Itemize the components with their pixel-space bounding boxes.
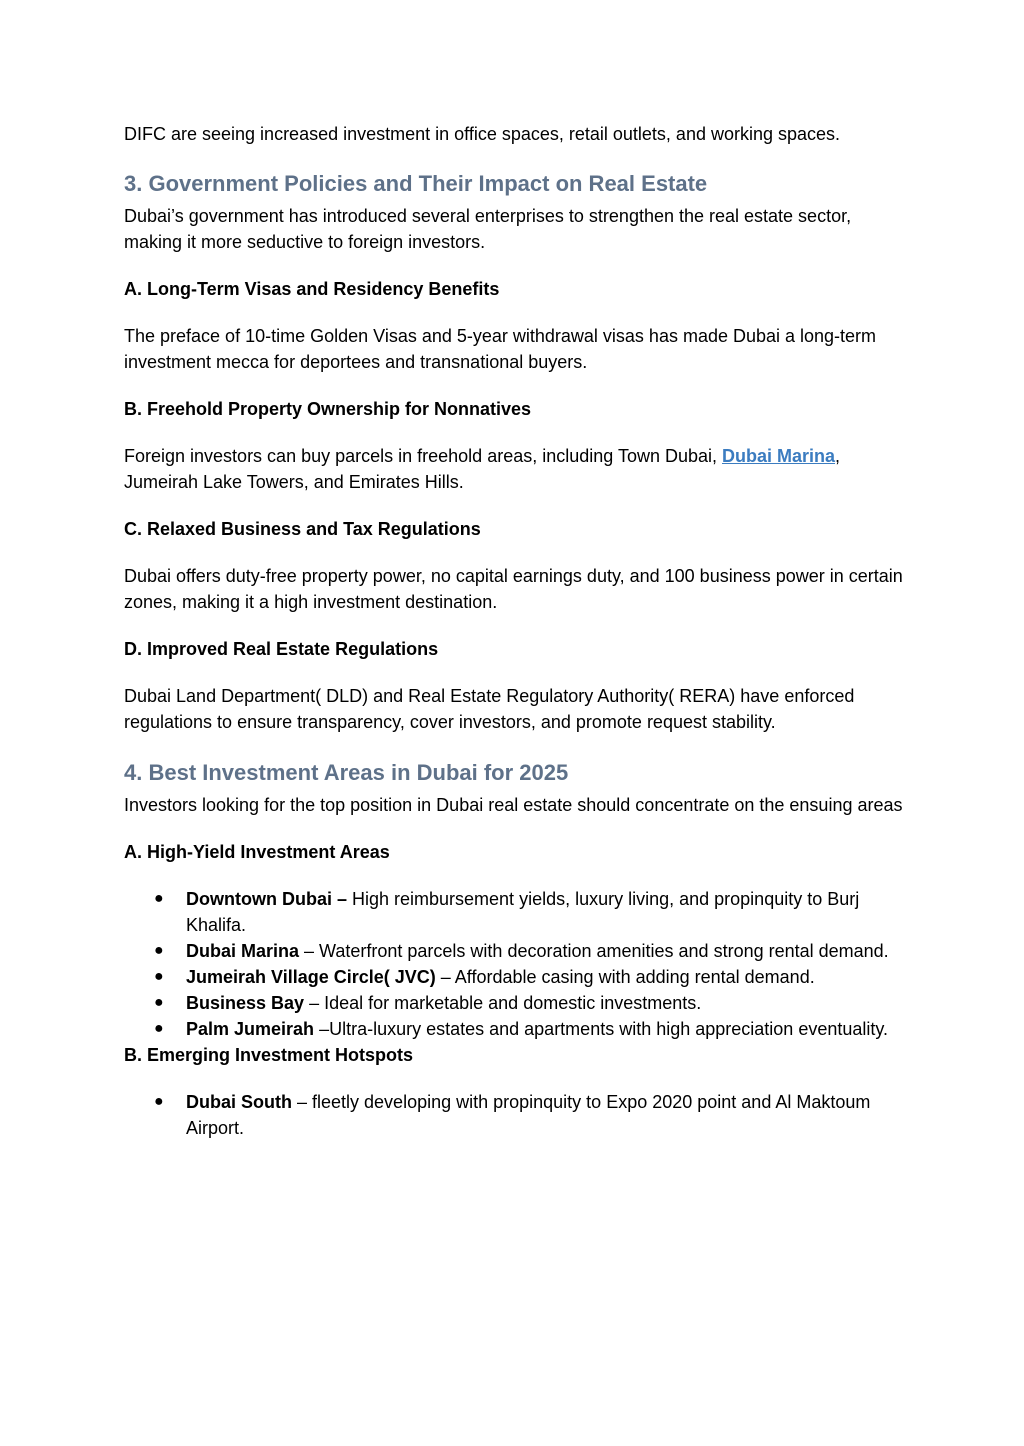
section-3b-text-after: , Jumeirah Lake Towers, and Emirates Hills.: [124, 446, 841, 492]
emerging-hotspots-list: [124, 1089, 904, 1141]
list-item-term: Business Bay: [186, 993, 305, 1013]
section-4-lead: Investors looking for the top position in Dubai real estate should concentrate on the ensuing areas: [124, 795, 903, 815]
dubai-marina-link[interactable]: Dubai Marina: [722, 446, 836, 466]
section-3a-title: A. Long-Term Visas and Residency Benefits: [124, 279, 500, 299]
section-4b-title: B. Emerging Investment Hotspots: [124, 1045, 414, 1065]
list-item-text: – Affordable casing with adding rental demand.: [435, 967, 815, 987]
list-item: [124, 938, 904, 964]
section-3-lead: Dubai’s government has introduced several enterprises to strengthen the real estate sector, making it more seductive to foreign investors.: [124, 206, 852, 252]
list-item-text: –Ultra-luxury estates and apartments with high appreciation eventuality.: [314, 1019, 889, 1039]
section-3-heading: 3. Government Policies and Their Impact on Real Estate: [124, 171, 708, 196]
list-item-text: – fleetly developing with propinquity to Expo 2020 point and Al Maktoum Airport.: [186, 1092, 871, 1138]
section-3c-text: Dubai offers duty-free property power, no capital earnings duty, and 100 business power in certain zones, making it a high investment destination.: [124, 566, 903, 612]
list-item: [124, 1089, 904, 1141]
list-item-text: – Waterfront parcels with decoration amenities and strong rental demand.: [299, 941, 889, 961]
high-yield-areas-list: [124, 886, 904, 1042]
list-item-term: Dubai Marina: [186, 941, 300, 961]
section-3d-text: Dubai Land Department( DLD) and Real Estate Regulatory Authority( RERA) have enforced regulations to ensure transparency, cover investors, and promote request stability.: [124, 686, 855, 732]
list-item-text: – Ideal for marketable and domestic investments.: [304, 993, 702, 1013]
bullet-icon: ●: [154, 968, 164, 985]
list-item: [124, 1016, 904, 1042]
list-item-text: High reimbursement yields, luxury living, and propinquity to Burj Khalifa.: [186, 889, 860, 935]
section-3c-title: C. Relaxed Business and Tax Regulations: [124, 519, 481, 539]
section-3b-title: B. Freehold Property Ownership for Nonnatives: [124, 399, 532, 419]
section-4-heading: 4. Best Investment Areas in Dubai for 2025: [124, 760, 569, 785]
bullet-icon: ●: [154, 994, 164, 1011]
bullet-icon: ●: [154, 890, 164, 907]
list-item-term: Downtown Dubai –: [186, 889, 347, 909]
list-item: [124, 886, 904, 938]
section-3b-text: [124, 443, 904, 495]
intro-paragraph: DIFC are seeing increased investment in office spaces, retail outlets, and working spaces.: [124, 124, 841, 144]
section-3b-text-before: Foreign investors can buy parcels in freehold areas, including Town Dubai,: [124, 446, 722, 466]
list-item-term: Palm Jumeirah: [186, 1019, 315, 1039]
list-item: [124, 990, 904, 1016]
section-3d-title: D. Improved Real Estate Regulations: [124, 639, 439, 659]
section-4a-title: A. High-Yield Investment Areas: [124, 842, 390, 862]
bullet-icon: ●: [154, 1020, 164, 1037]
document-page: [124, 121, 904, 1141]
section-3a-text: The preface of 10-time Golden Visas and 5-year withdrawal visas has made Dubai a long-term investment mecca for deportees and transnational buyers.: [124, 326, 877, 372]
list-item-term: Jumeirah Village Circle( JVC): [186, 967, 436, 987]
bullet-icon: ●: [154, 942, 164, 959]
list-item-term: Dubai South: [186, 1092, 292, 1112]
bullet-icon: ●: [154, 1093, 164, 1110]
list-item: [124, 964, 904, 990]
